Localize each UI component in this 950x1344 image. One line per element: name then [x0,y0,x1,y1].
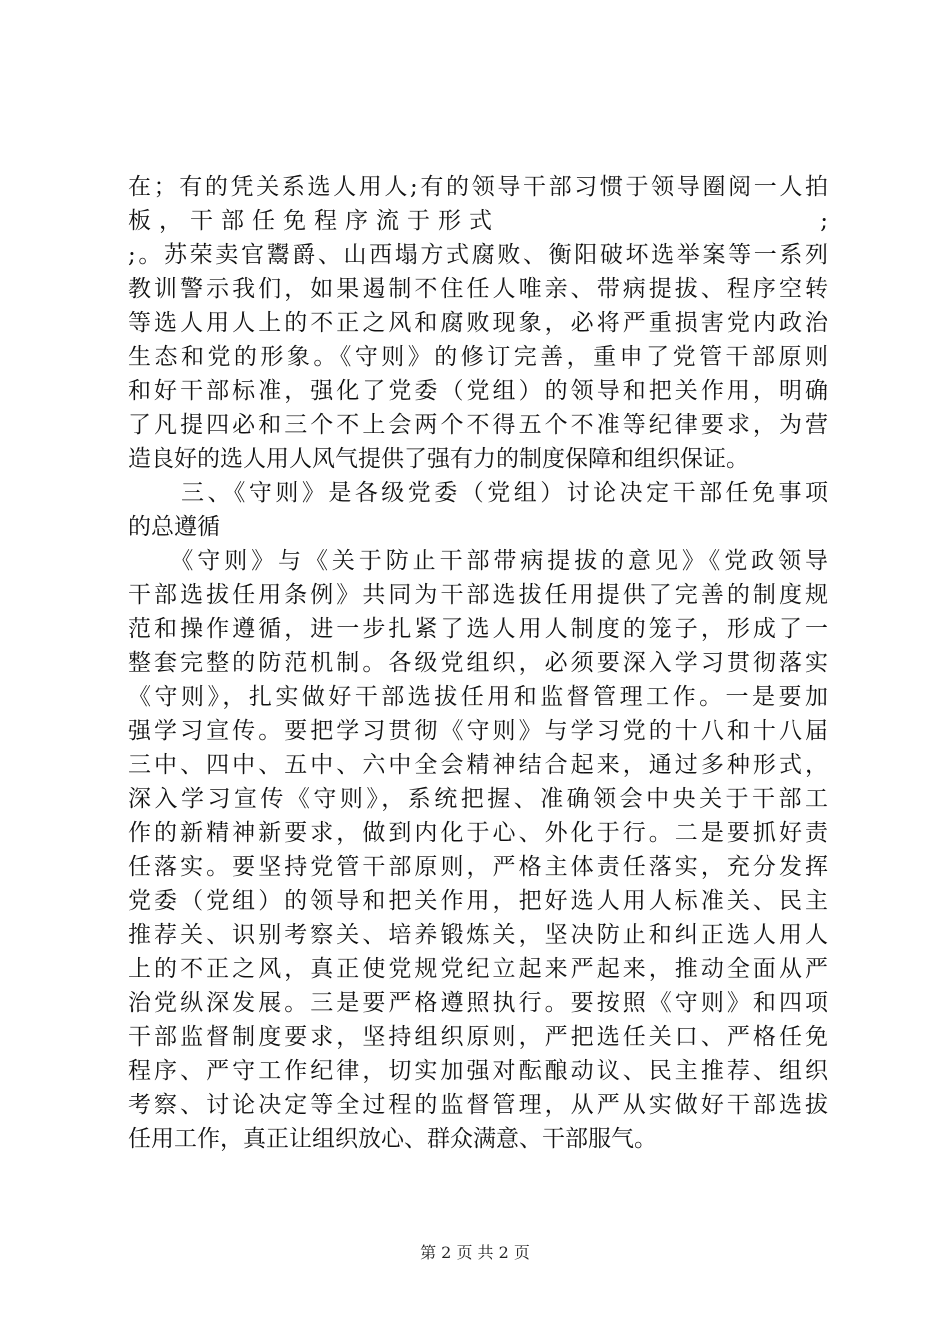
text-line: 考察、讨论决定等全过程的监督管理，从严从实做好干部选拔 [128,1092,828,1118]
text-line: 党委（党组）的领导和把关作用，把好选人用人标准关、民主 [128,888,828,914]
text-line: 在；有的凭关系选人用人;有的领导干部习惯于领导圈阅一人拍 [128,174,828,200]
text-line [128,204,828,238]
body-text [128,170,828,1156]
text-line: 了凡提四必和三个不上会两个不得五个不准等纪律要求，为营 [128,412,828,438]
text-line: 生态和党的形象。《守则》的修订完善，重申了党管干部原则 [128,344,828,370]
text-line: 干部监督制度要求，坚持组织原则，严把选任关口、严格任免 [128,1024,828,1050]
text-line: 强学习宣传。要把学习贯彻《守则》与学习党的十八和十八届 [128,718,828,744]
text-line-part: ; [820,208,828,234]
text-line: 推荐关、识别考察关、培养锻炼关，坚决防止和纠正选人用人 [128,922,828,948]
section-heading-line: 的总遵循 [128,514,220,540]
text-line: 等选人用人上的不正之风和腐败现象，必将严重损害党内政治 [128,310,828,336]
text-line: 作的新精神新要求，做到内化于心、外化于行。二是要抓好责 [128,820,828,846]
text-line: 三中、四中、五中、六中全会精神结合起来，通过多种形式， [128,752,828,778]
text-line: 程序、严守工作纪律，切实加强对酝酿动议、民主推荐、组织 [128,1058,828,1084]
text-line: 和好干部标准，强化了党委（党组）的领导和把关作用，明确 [128,378,828,404]
page-number-footer: 第 2 页 共 2 页 [420,1243,530,1262]
text-line-part: 板，干部任免程序流于形式 [128,208,500,234]
text-line: 《守则》与《关于防止干部带病提拔的意见》《党政领导 [128,548,828,574]
text-line: 任落实。要坚持党管干部原则，严格主体责任落实，充分发挥 [128,854,828,880]
text-line: 整套完整的防范机制。各级党组织，必须要深入学习贯彻落实 [128,650,828,676]
text-line: 上的不正之风，真正使党规党纪立起来严起来，推动全面从严 [128,956,828,982]
text-line: 治党纵深发展。三是要严格遵照执行。要按照《守则》和四项 [128,990,828,1016]
text-line: 深入学习宣传《守则》，系统把握、准确领会中央关于干部工 [128,786,828,812]
text-line: 教训警示我们，如果遏制不住任人唯亲、带病提拔、程序空转 [128,276,828,302]
text-line: 任用工作，真正让组织放心、群众满意、干部服气。 [128,1126,657,1152]
text-line: 干部选拔任用条例》共同为干部选拔任用提供了完善的制度规 [128,582,828,608]
text-line: 《守则》，扎实做好干部选拔任用和监督管理工作。一是要加 [128,684,828,710]
text-line: 范和操作遵循，进一步扎紧了选人用人制度的笼子，形成了一 [128,616,828,642]
section-heading-line: 三、《守则》是各级党委（党组）讨论决定干部任免事项 [128,480,828,506]
text-line: 造良好的选人用人风气提供了强有力的制度保障和组织保证。 [128,446,749,472]
text-line: ;。苏荣卖官鬻爵、山西塌方式腐败、衡阳破坏选举案等一系列 [128,242,828,268]
